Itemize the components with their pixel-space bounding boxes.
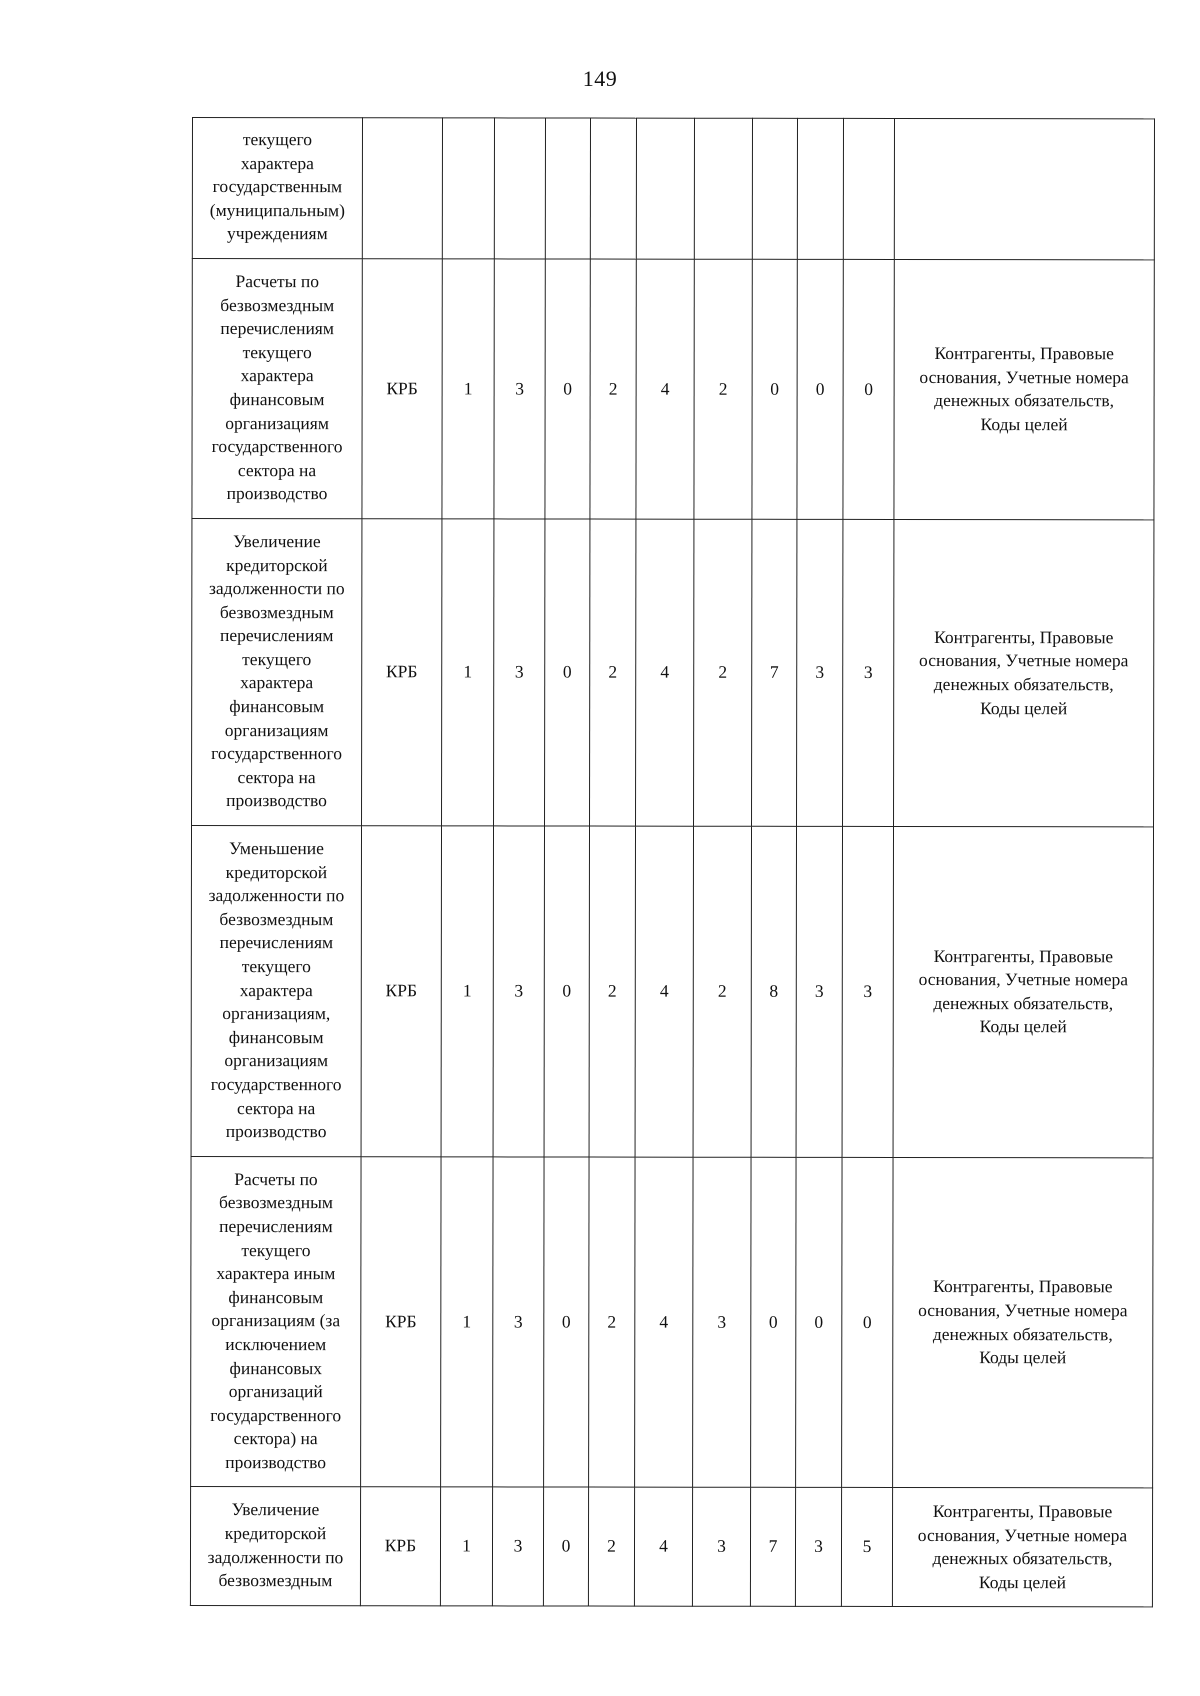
- digit-cell: [797, 118, 843, 259]
- account-name-cell: [192, 258, 362, 518]
- digit-cell: 0: [796, 1157, 842, 1488]
- digit-cell: 1: [440, 1487, 492, 1605]
- digit-cell: 3: [795, 1488, 841, 1606]
- code-cell: КРБ: [361, 826, 441, 1157]
- digit-cell: 3: [843, 519, 894, 826]
- digit-cell: 1: [441, 826, 493, 1157]
- table-row: [191, 826, 1153, 1158]
- accounts-table: [190, 117, 1155, 1607]
- digit-cell: 3: [492, 1487, 543, 1605]
- digit-cell: 3: [797, 519, 843, 826]
- digit-cell: [694, 118, 752, 259]
- digit-cell: 2: [588, 1488, 634, 1606]
- digit-cell: 0: [545, 519, 590, 826]
- digit-cell: [636, 118, 694, 259]
- digit-cell: 0: [752, 259, 797, 519]
- account-name-cell: [192, 118, 362, 259]
- digit-cell: 0: [543, 1487, 588, 1605]
- digit-cell: 0: [544, 826, 589, 1157]
- digit-cell: 4: [635, 1157, 693, 1488]
- digit-cell: 3: [493, 1157, 544, 1488]
- digit-cell: 8: [751, 826, 796, 1157]
- digit-cell: 0: [842, 1157, 893, 1488]
- code-cell: КРБ: [362, 519, 442, 826]
- table-row: [190, 1487, 1152, 1607]
- account-name: Расчеты по безвозмездным перечислениям текущего характера финансовым организациям государственного сектора на производство: [211, 271, 343, 504]
- digit-cell: [545, 118, 590, 259]
- account-name-cell: [192, 518, 362, 825]
- analytics-cell: [893, 1157, 1153, 1488]
- digit-cell: 3: [494, 519, 545, 826]
- digit-cell: 4: [634, 1488, 692, 1606]
- digit-cell: 7: [750, 1488, 795, 1606]
- digit-cell: 3: [796, 826, 842, 1157]
- analytics-cell: [894, 259, 1154, 519]
- digit-cell: [843, 118, 894, 259]
- digit-cell: [752, 118, 797, 259]
- digit-cell: [494, 118, 545, 259]
- table-row: [192, 518, 1154, 826]
- code-cell: [362, 118, 442, 259]
- digit-cell: 2: [589, 1157, 635, 1488]
- digit-cell: 2: [693, 826, 751, 1157]
- digit-cell: 1: [442, 519, 494, 826]
- table-row: [192, 118, 1154, 260]
- account-name-cell: [190, 1487, 360, 1606]
- analytics-cell: [894, 519, 1154, 826]
- digit-cell: 4: [635, 826, 693, 1157]
- digit-cell: 2: [589, 826, 635, 1157]
- digit-cell: 3: [692, 1488, 750, 1606]
- table-row: [191, 1156, 1153, 1488]
- digit-cell: 0: [751, 1157, 796, 1488]
- analytics-cell: [892, 1488, 1152, 1607]
- table-row: [192, 258, 1154, 519]
- account-name: Увеличение кредиторской задолженности по безвозмездным: [207, 1499, 344, 1591]
- digit-cell: 2: [694, 519, 752, 826]
- digit-cell: [590, 118, 636, 259]
- digit-cell: 4: [636, 519, 694, 826]
- analytics-text: Контрагенты, Правовые основания, Учетные номера денежных обязательств, Коды целей: [918, 945, 1129, 1037]
- page-number: 149: [582, 66, 618, 91]
- analytics-text: Контрагенты, Правовые основания, Учетные номера денежных обязательств, Коды целей: [919, 626, 1129, 718]
- digit-cell: 0: [544, 1157, 589, 1488]
- digit-cell: 3: [693, 1157, 751, 1488]
- code-cell: КРБ: [362, 259, 442, 519]
- digit-cell: 2: [590, 519, 636, 826]
- account-name-cell: [191, 1156, 361, 1487]
- digit-cell: 0: [843, 259, 894, 519]
- account-name: Расчеты по безвозмездным перечислениям текущего характера иным финансовым организациям (за исключением финансовых организаций государственного сектора) на производство: [210, 1168, 342, 1473]
- account-name: текущего характера государственным (муниципальным) учреждениям: [209, 129, 345, 244]
- digit-cell: 4: [636, 259, 694, 519]
- digit-cell: 2: [694, 259, 752, 519]
- analytics-cell: [894, 118, 1154, 259]
- digit-cell: 3: [842, 826, 893, 1157]
- account-name: Уменьшение кредиторской задолженности по безвозмездным перечислениям текущего характера организациям, финансовым организациям государственного сектора на производство: [208, 838, 345, 1142]
- digit-cell: 3: [494, 259, 545, 519]
- digit-cell: 3: [493, 826, 544, 1157]
- analytics-cell: [893, 827, 1153, 1158]
- code-cell: КРБ: [360, 1487, 440, 1605]
- digit-cell: 2: [590, 259, 636, 519]
- analytics-text: Контрагенты, Правовые основания, Учетные номера денежных обязательств, Коды целей: [918, 1276, 1128, 1368]
- code-cell: КРБ: [361, 1156, 441, 1487]
- digit-cell: 1: [441, 1157, 493, 1488]
- analytics-text: Контрагенты, Правовые основания, Учетные номера денежных обязательств, Коды целей: [917, 1501, 1128, 1592]
- digit-cell: 5: [841, 1488, 892, 1606]
- digit-cell: [442, 118, 494, 259]
- digit-cell: 1: [442, 259, 494, 519]
- digit-cell: 0: [797, 259, 843, 519]
- digit-cell: 0: [545, 259, 590, 519]
- account-name-cell: [191, 826, 361, 1157]
- account-name: Увеличение кредиторской задолженности по безвозмездным перечислениям текущего характера финансовым организациям государственного сектора на производство: [209, 530, 345, 811]
- analytics-text: Контрагенты, Правовые основания, Учетные номера денежных обязательств, Коды целей: [919, 343, 1129, 435]
- digit-cell: 7: [752, 519, 797, 826]
